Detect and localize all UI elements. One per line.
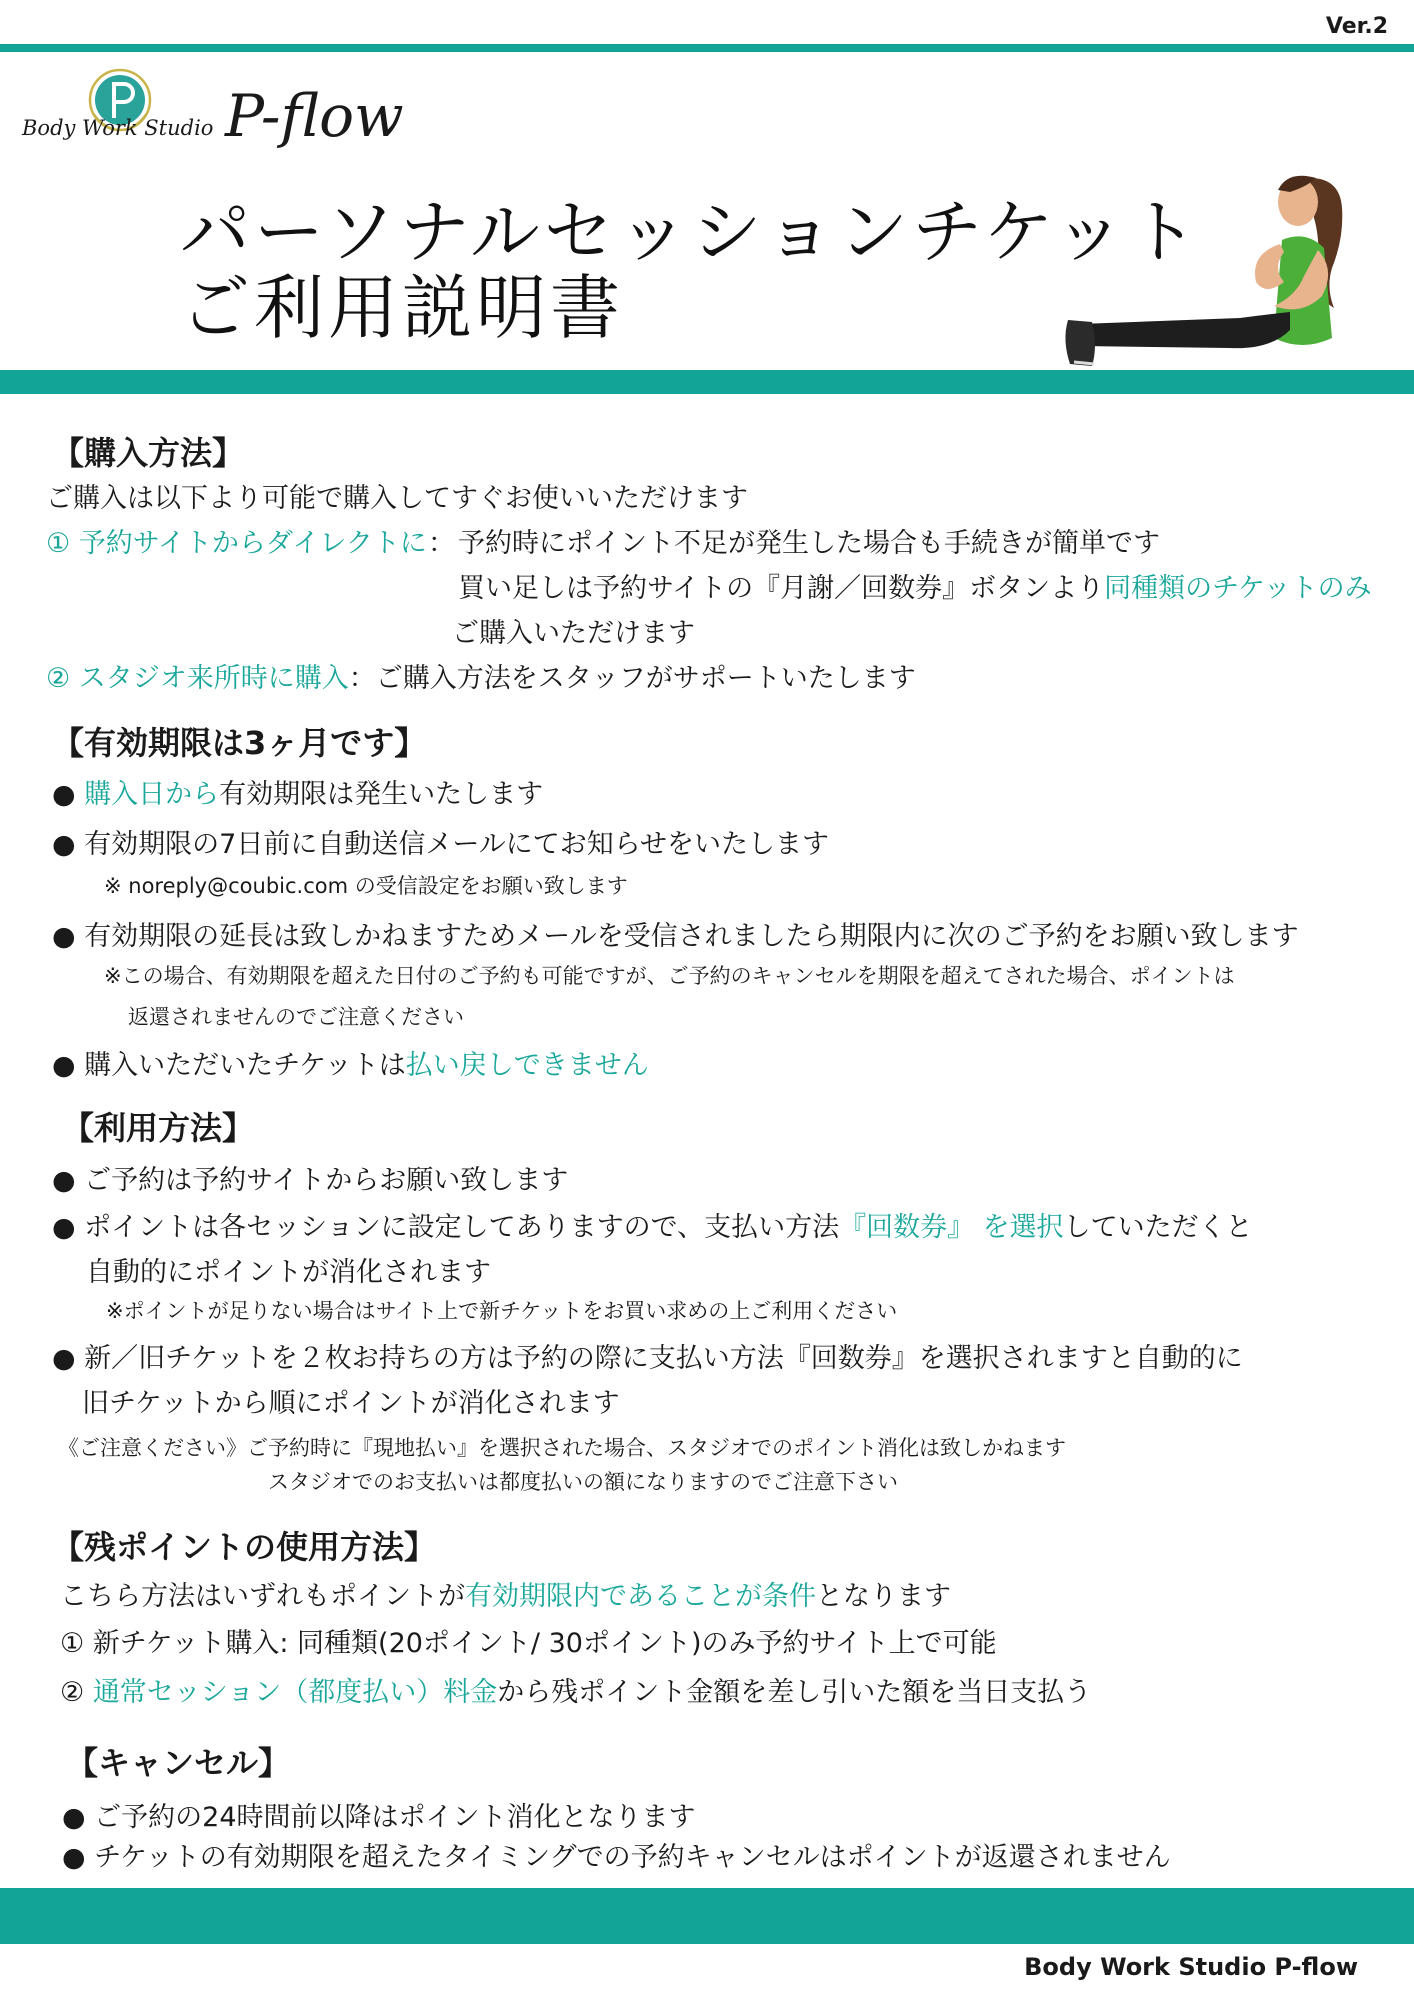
remaining-heading: 【残ポイントの使用方法】: [52, 1528, 437, 1566]
exercise-woman-icon: [1060, 170, 1360, 380]
page-title-line1: パーソナルセッションチケット: [180, 191, 1202, 273]
validity-b1-text: 有効期限は発生いたします: [219, 779, 544, 810]
cancel-bullet-2: [62, 1835, 1171, 1874]
usage-b1-text: ご予約は予約サイトからお願い致します: [84, 1165, 569, 1196]
remaining-intro-text: こちら方法はいずれもポイントが: [60, 1581, 465, 1612]
cancel-heading: 【キャンセル】: [66, 1744, 291, 1782]
header-bottom-bar: [0, 370, 1414, 394]
usage-b3-line2: 旧チケットから順にポイントが消化されます: [82, 1388, 620, 1419]
remaining-option-2: [60, 1670, 1091, 1709]
validity-heading: 【有効期限は3ヶ月です】: [52, 724, 427, 762]
bullet-icon: ●: [62, 1842, 86, 1873]
validity-b2-note: ※ noreply@coubic.com の受信設定をお願い致します: [104, 874, 628, 898]
purchase-option1-highlight: 同種類のチケットのみ: [1104, 573, 1372, 604]
usage-heading: 【利用方法】: [62, 1109, 255, 1147]
validity-b1-highlight: 購入日から: [84, 779, 220, 810]
remaining-option2-text: から残ポイント金額を差し引いた額を当日支払う: [497, 1677, 1092, 1708]
bullet-icon: ●: [52, 829, 76, 860]
page-title-line2: ご利用説明書: [180, 267, 624, 349]
bullet-icon: ●: [62, 1802, 86, 1833]
footer-bar: [0, 1888, 1414, 1944]
footer-text: Body Work Studio P-flow: [1024, 1953, 1358, 1981]
validity-bullet-1: [52, 772, 543, 811]
purchase-intro: ご購入は以下より可能で購入してすぐお使いいただけます: [46, 483, 748, 514]
cancel-bullet-1: [62, 1795, 696, 1834]
purchase-option1-line2-text: 買い足しは予約サイトの『月謝／回数券』ボタンより: [458, 573, 1105, 604]
purchase-option1-colon: ：: [428, 528, 455, 559]
usage-b3-text: 新／旧チケットを２枚お持ちの方は予約の際に支払い方法『回数券』を選択されますと自動的に: [84, 1343, 1243, 1374]
usage-b2-text: ポイントは各セッションに設定してありますので、支払い方法: [84, 1212, 840, 1243]
cancel-b2-text: チケットの有効期限を超えたタイミングでの予約キャンセルはポイントが返還されません: [94, 1842, 1171, 1873]
remaining-option-1: ① 新チケット購入: 同種類(20ポイント/ 30ポイント)のみ予約サイト上で可能: [60, 1628, 997, 1659]
usage-bullet-1: [52, 1158, 568, 1197]
validity-bullet-2: [52, 822, 829, 861]
usage-bullet-2: [52, 1205, 1253, 1244]
logo-large-text: P-flow: [225, 82, 404, 150]
usage-bullet-3: [52, 1336, 1243, 1375]
purchase-option1-line3: ご購入いただけます: [452, 618, 695, 649]
purchase-option2-text: ：ご購入方法をスタッフがサポートいたします: [348, 663, 916, 694]
purchase-heading: 【購入方法】: [52, 434, 245, 472]
validity-b3-text: 有効期限の延長は致しかねますためメールを受信されましたら期限内に次のご予約をお願い致します: [84, 921, 1299, 952]
purchase-option2: [46, 656, 916, 695]
validity-b4-text: 購入いただいたチケットは: [84, 1050, 406, 1081]
remaining-intro: [60, 1574, 951, 1613]
version-label: Ver.2: [1325, 14, 1388, 39]
validity-bullet-4: [52, 1043, 649, 1082]
usage-b2-line2: 自動的にポイントが消化されます: [86, 1257, 491, 1288]
purchase-option2-label: ② スタジオ来所時に購入: [46, 663, 349, 694]
validity-bullet-3: [52, 914, 1299, 953]
bullet-icon: ●: [52, 1212, 76, 1243]
cancel-b1-text: ご予約の24時間前以降はポイント消化となります: [94, 1802, 696, 1833]
usage-b2-tail: していただくと: [1063, 1212, 1253, 1243]
remaining-option2-highlight: 通常セッション（都度払い）料金: [92, 1677, 498, 1708]
remaining-intro-tail: となります: [816, 1581, 951, 1612]
usage-caution-2: スタジオでのお支払いは都度払いの額になりますのでご注意下さい: [268, 1470, 898, 1494]
usage-caution-1: 《ご注意ください》ご予約時に『現地払い』を選択された場合、スタジオでのポイント消化は致しかねます: [58, 1436, 1066, 1460]
top-bar: [0, 44, 1414, 52]
bullet-icon: ●: [52, 921, 76, 952]
purchase-option1-line1: 予約時にポイント不足が発生した場合も手続きが簡単です: [458, 528, 1160, 559]
remaining-option2-num: ②: [60, 1677, 85, 1708]
bullet-icon: ●: [52, 1050, 76, 1081]
validity-b2-text: 有効期限の7日前に自動送信メールにてお知らせをいたします: [84, 829, 829, 860]
bullet-icon: ●: [52, 1165, 76, 1196]
purchase-option1-line2: [458, 566, 1372, 605]
usage-b2-highlight: 『回数券』 を選択: [839, 1212, 1064, 1243]
usage-b2-note: ※ポイントが足りない場合はサイト上で新チケットをお買い求めの上ご利用ください: [106, 1299, 898, 1323]
purchase-option1-label: ① 予約サイトからダイレクトに: [46, 528, 427, 559]
validity-b3-note1: ※この場合、有効期限を超えた日付のご予約も可能ですが、ご予約のキャンセルを期限を超えてされた場合、ポイントは: [104, 964, 1235, 988]
bullet-icon: ●: [52, 1343, 76, 1374]
bullet-icon: ●: [52, 779, 76, 810]
validity-b3-note2: 返還されませんのでご注意ください: [128, 1005, 464, 1029]
validity-b4-highlight: 払い戻しできません: [405, 1050, 649, 1081]
remaining-intro-highlight: 有効期限内であることが条件: [465, 1581, 816, 1612]
logo-small-text: Body Work Studio: [22, 116, 214, 140]
